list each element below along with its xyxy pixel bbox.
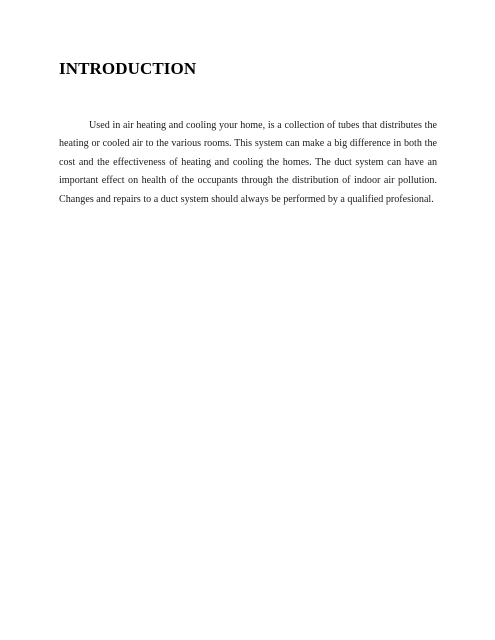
- introduction-paragraph: Used in air heating and cooling your home, is a collection of tubes that distributes the heating or cooled air to the various rooms. This system can make a big difference in both the cost and the effectiveness of heating and cooling the homes. The duct system can have an important effect on health of the occupants through the distribution of indoor air pollution. Changes and repairs to a duct system should always be performed by a qualified profesional.: [59, 120, 437, 205]
- section-heading: INTRODUCTION: [59, 59, 197, 78]
